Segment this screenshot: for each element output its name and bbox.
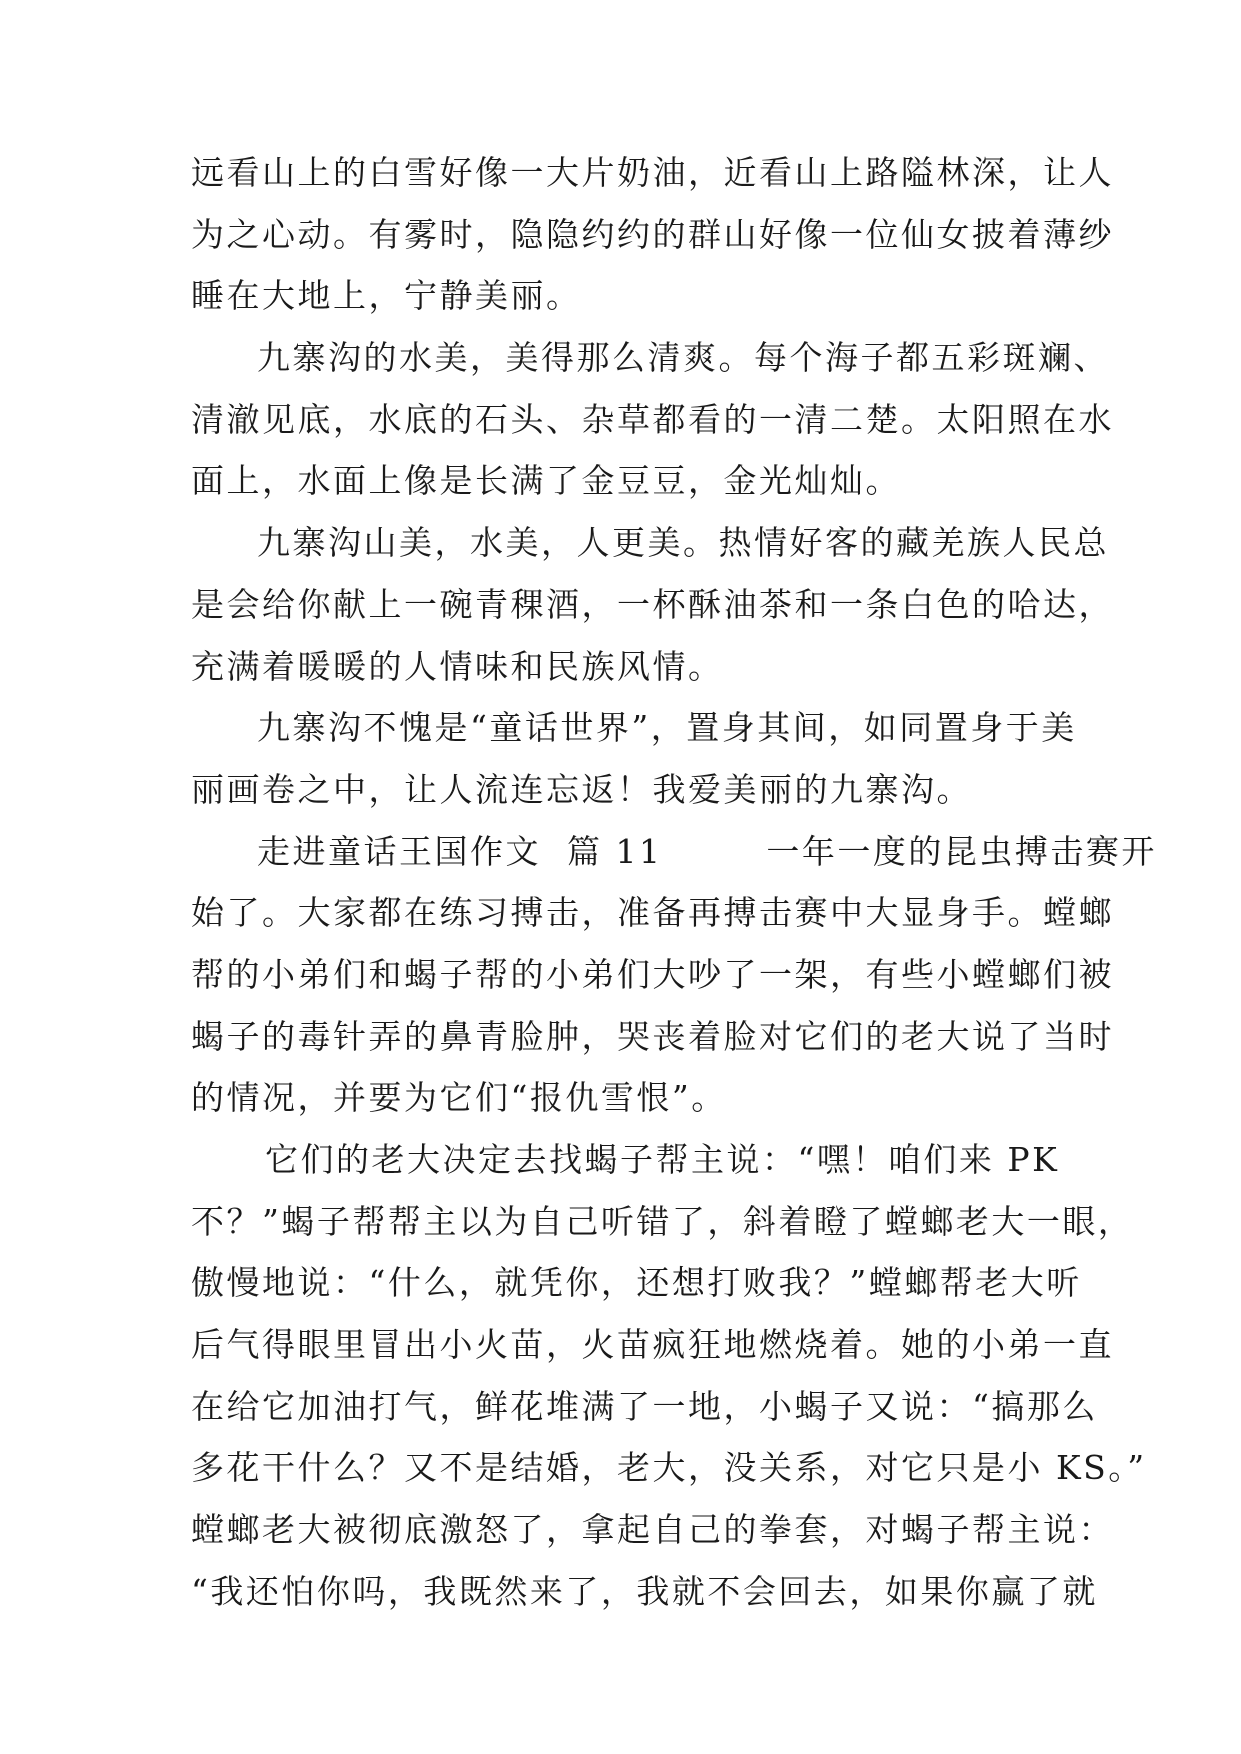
text-line: 的情况，并要为它们“报仇雪恨”。	[191, 1078, 727, 1118]
paragraph-mountain-snow	[191, 142, 1114, 327]
text-line: 充满着暖暖的人情味和民族风情。	[191, 646, 724, 686]
text-line: 是会给你献上一碗青稞酒，一杯酥油茶和一条白色的哈达，	[191, 584, 1114, 624]
text-line: 为之心动。有雾时，隐隐约约的群山好像一位仙女披着薄纱	[191, 214, 1114, 254]
text-line: 始了。大家都在练习搏击，准备再搏击赛中大显身手。螳螂	[191, 893, 1114, 933]
text-line: 帮的小弟们和蝎子帮的小弟们大吵了一架，有些小螳螂们被	[191, 954, 1114, 994]
text-line: 睡在大地上，宁静美丽。	[191, 276, 582, 316]
text-line: 螳螂老大被彻底激怒了，拿起自己的拳套，对蝎子帮主说：	[191, 1510, 1114, 1550]
text-line: 走进童话王国作文 篇 11 一年一度的昆虫搏击赛开	[257, 831, 1157, 871]
text-line: 多花干什么？又不是结婚，老大，没关系，对它只是小 KS。”	[191, 1448, 1147, 1488]
text-line: 后气得眼里冒出小火苗，火苗疯狂地燃烧着。她的小弟一直	[191, 1325, 1114, 1365]
text-line: 九寨沟的水美，美得那么清爽。每个海子都五彩斑斓、	[257, 338, 1109, 378]
text-line: 在给它加油打气，鲜花堆满了一地，小蝎子又说：“搞那么	[191, 1386, 1098, 1426]
paragraph-water-beauty	[191, 327, 1114, 512]
paragraph-people-beauty	[191, 512, 1114, 697]
text-line: 九寨沟山美，水美，人更美。热情好客的藏羌族人民总	[257, 523, 1109, 563]
paragraph-essay-11-intro	[191, 821, 1157, 1129]
paragraph-fairy-world	[191, 697, 1077, 820]
text-line: 不？”蝎子帮帮主以为自己听错了，斜着瞪了螳螂老大一眼，	[191, 1201, 1134, 1241]
text-line: 蝎子的毒针弄的鼻青脸肿，哭丧着脸对它们的老大说了当时	[191, 1016, 1114, 1056]
text-line: 丽画卷之中，让人流连忘返！我爱美丽的九寨沟。	[191, 769, 972, 809]
text-line: “我还怕你吗，我既然来了，我就不会回去，如果你赢了就	[191, 1571, 1098, 1611]
text-line: 傲慢地说：“什么，就凭你，还想打败我？”螳螂帮老大听	[191, 1263, 1082, 1303]
text-line: 面上，水面上像是长满了金豆豆，金光灿灿。	[191, 461, 901, 501]
text-line: 远看山上的白雪好像一大片奶油，近看山上路隘林深，让人	[191, 153, 1114, 192]
text-line: 它们的老大决定去找蝎子帮主说：“嘿！咱们来 PK	[265, 1140, 1060, 1179]
paragraph-mantis-challenge	[191, 1129, 1147, 1623]
text-line: 清澈见底，水底的石头、杂草都看的一清二楚。太阳照在水	[191, 399, 1114, 439]
text-line: 九寨沟不愧是“童话世界”，置身其间，如同置身于美	[257, 708, 1077, 748]
document-body	[191, 142, 1157, 1623]
